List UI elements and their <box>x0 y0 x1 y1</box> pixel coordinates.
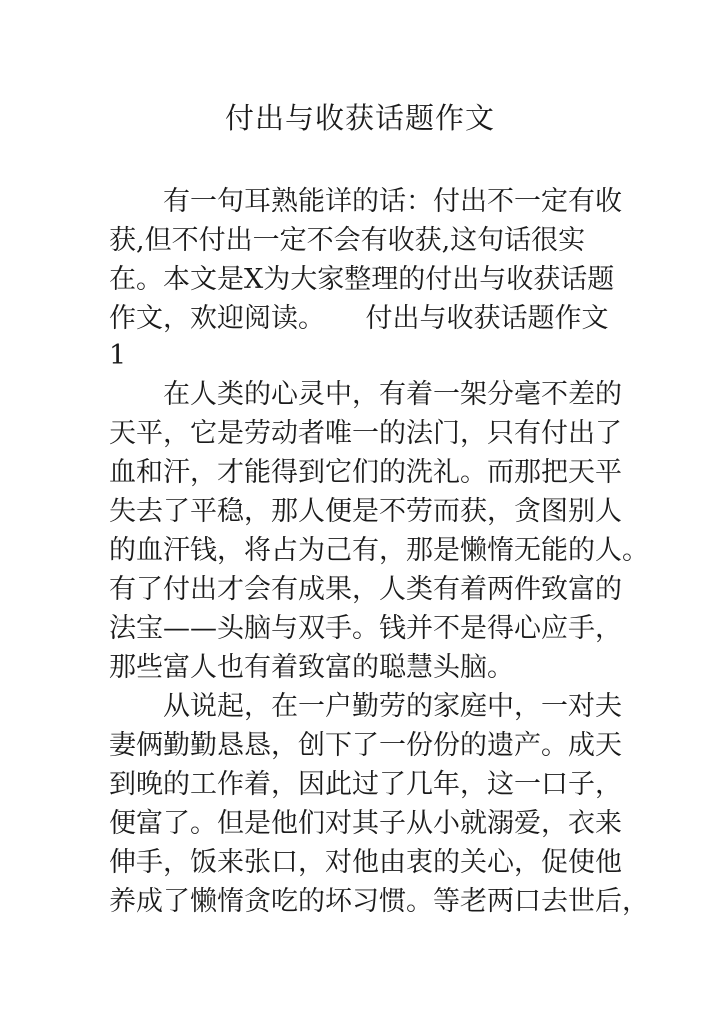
body-line: 获,但不付出一定不会有收获,这句话很实 <box>109 225 586 256</box>
body-line: 伸手，饭来张口，对他由衷的关心，促使他 <box>109 847 622 878</box>
body-line: 养成了懒惰贪吃的坏习惯。等老两口去世后， <box>109 886 649 917</box>
body-line: 到晚的工作着，因此过了几年，这一口子， <box>109 769 622 800</box>
body-line: 天平，它是劳动者唯一的法门，只有付出了 <box>109 418 622 449</box>
page-title: 付出与收获话题作文 <box>224 101 495 135</box>
body-line: 血和汗，才能得到它们的洗礼。而那把天平 <box>109 457 622 488</box>
body-line: 在人类的心灵中，有着一架分毫不差的 <box>109 379 622 410</box>
body-line: 从说起，在一户勤劳的家庭中，一对夫 <box>109 691 622 722</box>
body-line: 那些富人也有着致富的聪慧头脑。 <box>109 652 514 683</box>
body-line: 作文，欢迎阅读。 付出与收获话题作文 <box>109 303 609 334</box>
body-line: 有一句耳熟能详的话：付出不一定有收 <box>109 186 622 217</box>
body-line: 在。本文是X为大家整理的付出与收获话题 <box>109 264 615 295</box>
body-line: 便富了。但是他们对其子从小就溺爱，衣来 <box>109 808 622 839</box>
body-line: 失去了平稳，那人便是不劳而获，贪图别人 <box>109 496 622 527</box>
body-line: 法宝——头脑与双手。钱并不是得心应手， <box>109 613 622 644</box>
body-line: 妻俩勤勤恳恳，创下了一份份的遗产。成天 <box>109 730 622 761</box>
body-line: 的血汗钱，将占为己有，那是懒惰无能的人。 <box>109 535 649 566</box>
body-line: 1 <box>109 340 127 371</box>
body-line: 有了付出才会有成果，人类有着两件致富的 <box>109 574 622 605</box>
